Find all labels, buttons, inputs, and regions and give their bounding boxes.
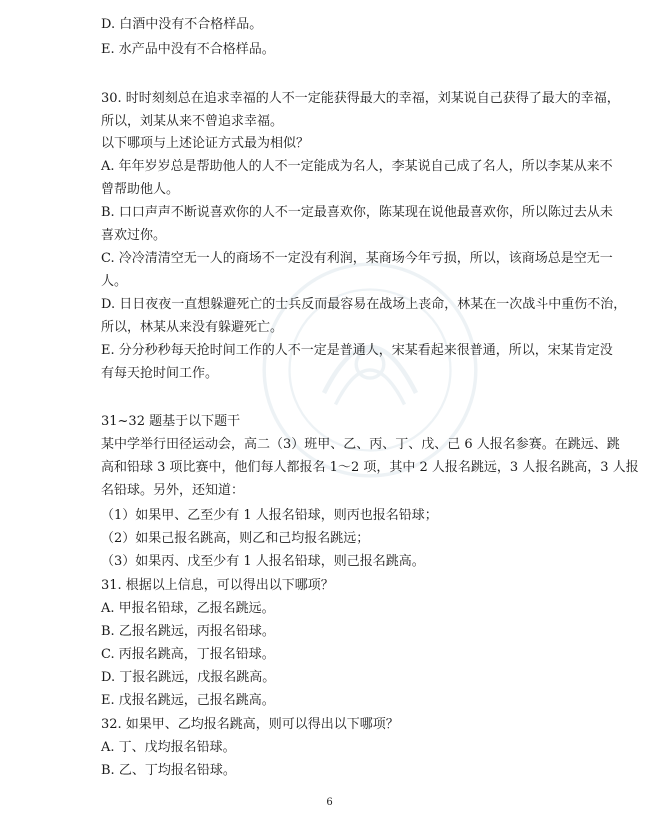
option-c-q30-line-1: C. 冷冷清清空无一人的商场不一定没有利润，某商场今年亏损，所以，该商场总是空无一 xyxy=(101,251,613,266)
stem-31-32-line-3: 名铅球。另外，还知道： xyxy=(101,483,245,498)
option-b-q30-line-1: B. 口口声声不断说喜欢你的人不一定最喜欢你，陈某现在说他最喜欢你，所以陈过去从未 xyxy=(101,205,613,220)
option-b-q30-line-2: 喜欢过你。 xyxy=(101,228,167,243)
option-e-q30-line-1: E. 分分秒秒每天抢时间工作的人不一定是普通人，宋某看起来很普通，所以，宋某肯定没 xyxy=(101,343,613,358)
option-a-q32: A. 丁、戊均报名铅球。 xyxy=(101,740,236,755)
question-30-prompt: 以下哪项与上述论证方式最为相似？ xyxy=(101,136,310,151)
option-b-q31: B. 乙报名跳远，丙报名铅球。 xyxy=(101,624,275,639)
option-d-q31: D. 丁报名跳远，戊报名跳高。 xyxy=(101,670,276,685)
option-e-q31: E. 戊报名跳远，己报名跳高。 xyxy=(101,693,275,708)
option-a-q31: A. 甲报名铅球，乙报名跳远。 xyxy=(101,601,275,616)
option-c-q30-line-2: 人。 xyxy=(101,274,128,289)
option-e-q30-line-2: 有每天抢时间工作。 xyxy=(101,366,219,381)
question-31-stem: 31. 根据以上信息，可以得出以下哪项？ xyxy=(101,578,334,593)
condition-2: （2）如果己报名跳高，则乙和己均报名跳远； xyxy=(101,531,370,546)
page-number: 6 xyxy=(326,797,333,808)
condition-3: （3）如果丙、戊至少有 1 人报名铅球，则己报名跳高。 xyxy=(101,554,425,569)
question-30-stem-line-2: 所以，刘某从来不曾追求幸福。 xyxy=(101,114,284,129)
stem-31-32-line-1: 某中学举行田径运动会，高二（3）班甲、乙、丙、丁、戊、己 6 人报名参赛。在跳远、跳 xyxy=(101,437,620,452)
option-d-q30-line-2: 所以，林某从来没有躲避死亡。 xyxy=(101,320,284,335)
option-a-q30-line-2: 曾帮助他人。 xyxy=(101,182,180,197)
condition-1: （1）如果甲、乙至少有 1 人报名铅球，则丙也报名铅球； xyxy=(101,508,438,523)
question-30-stem-line-1: 30. 时时刻刻总在追求幸福的人不一定能获得最大的幸福，刘某说自己获得了最大的幸福， xyxy=(101,91,620,106)
option-d-q30-line-1: D. 日日夜夜一直想躲避死亡的士兵反而最容易在战场上丧命，林某在一次战斗中重伤不治， xyxy=(101,297,627,312)
option-b-q32: B. 乙、丁均报名铅球。 xyxy=(101,763,236,778)
stem-31-32-line-2: 高和铅球 3 项比赛中，他们每人都报名 1～2 项，其中 2 人报名跳远，3 人报名跳高，3 人报 xyxy=(101,460,639,475)
section-heading-31-32: 31~32 题基于以下题干 xyxy=(101,414,241,429)
option-c-q31: C. 丙报名跳高，丁报名铅球。 xyxy=(101,647,275,662)
option-d-q29: D. 白酒中没有不合格样品。 xyxy=(101,17,263,32)
option-e-q29: E. 水产品中没有不合格样品。 xyxy=(101,42,275,57)
option-a-q30-line-1: A. 年年岁岁总是帮助他人的人不一定能成为名人，李某说自己成了名人，所以李某从来不 xyxy=(101,159,613,174)
question-32-stem: 32. 如果甲、乙均报名跳高，则可以得出以下哪项？ xyxy=(101,717,399,732)
